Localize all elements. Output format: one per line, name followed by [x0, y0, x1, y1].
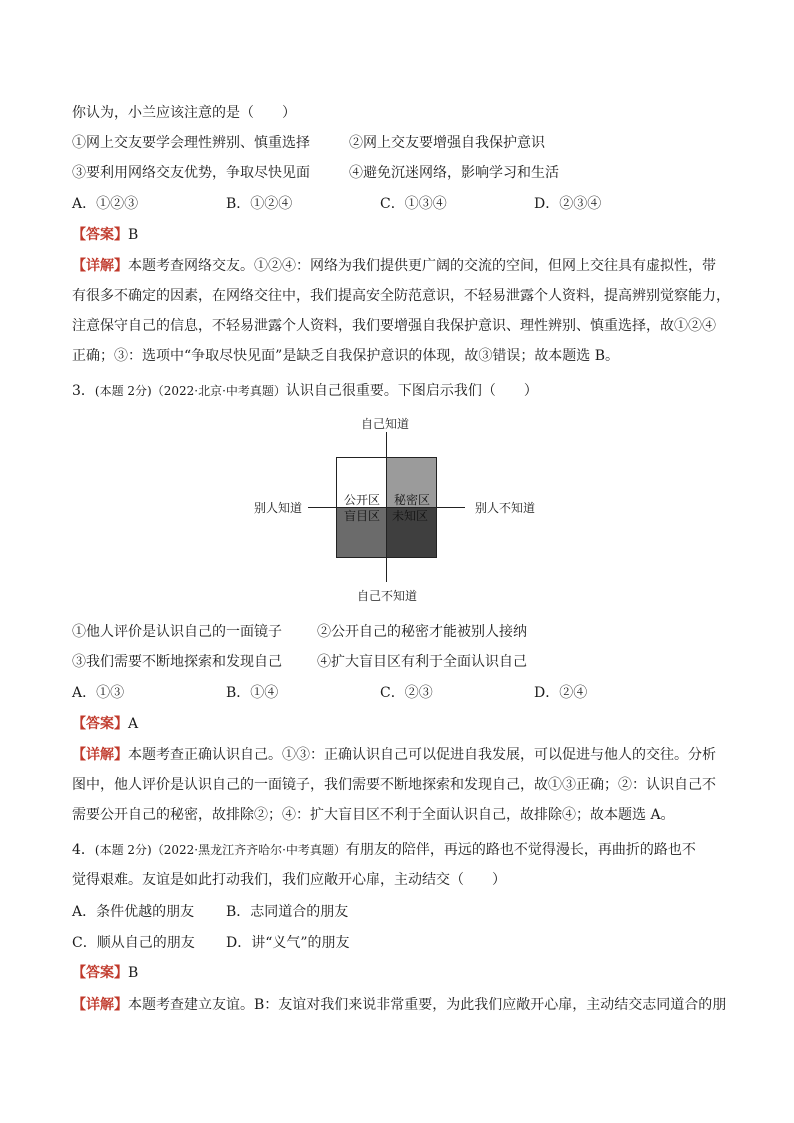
axis-label-top: 自己知道: [361, 417, 410, 431]
q3-heading: [72, 381, 538, 401]
detail-line: 有很多不确定的因素，在网络交往中，我们提高安全防范意识，不轻易泄露个人资料，提高辨别觉察能力，: [72, 288, 730, 304]
q4-heading: [72, 840, 696, 860]
detail-line: 需要公开自己的秘密，故排除②；④：扩大盲目区不利于全面认识自己，故排除④；故本题选 A。: [72, 807, 675, 823]
question-number: 3．: [72, 383, 95, 399]
q3-option-2: ②公开自己的秘密才能被别人接纳: [317, 624, 527, 640]
q2-option-4: ④避免沉迷网络，影响学习和生活: [349, 165, 559, 181]
axis-label-left: 别人知道: [254, 501, 303, 515]
detail-line: 正确；③：选项中“争取尽快见面”是缺乏自我保护意识的体现，故③错误；故本题选 B。: [72, 348, 620, 364]
question-stem: 有朋友的陪伴，再远的路也不觉得漫长，再曲折的路也不: [345, 842, 696, 858]
q3-choice-a: A．①③: [72, 685, 125, 701]
answer-value: A: [128, 716, 139, 732]
q3-choice-b: B．①④: [226, 685, 279, 701]
detail-line: 本题考查正确认识自己。①③：正确认识自己可以促进自我发展，可以促进与他人的交往。分析: [128, 747, 716, 763]
q4-choice-a: A．条件优越的朋友: [72, 904, 195, 920]
detail-line: 图中，他人评价是认识自己的一面镜子，我们需要不断地探索和发现自己，故①③正确；②：认识自己不: [72, 777, 716, 793]
q4-stem-line-2: 觉得艰难。友谊是如此打动我们，我们应敞开心扉，主动结交（ ）: [72, 872, 506, 888]
q4-detail: [72, 995, 726, 1015]
detail-tag: 【详解】: [72, 258, 128, 274]
question-score: (本题 2分): [94, 843, 152, 857]
q4-answer: [72, 963, 138, 983]
axis-label-bottom: 自己不知道: [357, 589, 418, 603]
q2-choice-a: A．①②③: [72, 196, 139, 212]
q3-choice-c: C．②③: [380, 685, 433, 701]
detail-line: 本题考查建立友谊。B：友谊对我们来说非常重要，为此我们应敞开心扉，主动结交志同道合的朋: [128, 997, 727, 1013]
answer-tag: 【答案】: [72, 716, 128, 732]
q3-choice-d: D．②④: [534, 685, 588, 701]
answer-tag: 【答案】: [72, 965, 128, 981]
question-stem: 认识自己很重要。下图启示我们（ ）: [285, 383, 538, 399]
question-source: （2022·北京·中考真题）: [151, 384, 286, 398]
q2-option-3: ③要利用网络交友优势，争取尽快见面: [72, 165, 310, 181]
question-number: 4．: [72, 842, 95, 858]
label-blind: 盲目区: [344, 509, 381, 523]
q3-option-3: ③我们需要不断地探索和发现自己: [72, 654, 282, 670]
question-score: (本题 2分): [94, 384, 152, 398]
answer-value: B: [128, 965, 139, 981]
q3-option-4: ④扩大盲目区有利于全面认识自己: [317, 654, 527, 670]
q2-choice-d: D．②③④: [534, 196, 602, 212]
q2-stem: 你认为，小兰应该注意的是（ ）: [72, 105, 296, 121]
q2-option-1: ①网上交友要学会理性辨别、慎重选择: [72, 135, 310, 151]
detail-line: 本题考查网络交友。①②④：网络为我们提供更广阔的交流的空间，但网上交往具有虚拟性，带: [128, 258, 716, 274]
label-open: 公开区: [344, 493, 381, 507]
horizontal-axis-overlay: [308, 507, 465, 508]
q4-choice-c: C．顺从自己的朋友: [72, 935, 195, 951]
answer-value: B: [128, 227, 139, 243]
q2-option-2: ②网上交友要增强自我保护意识: [349, 135, 545, 151]
question-source: （2022·黑龙江齐齐哈尔·中考真题）: [151, 843, 346, 857]
q4-choice-b: B．志同道合的朋友: [226, 904, 349, 920]
detail-line: 注意保守自己的信息，不轻易泄露个人资料，我们要增强自我保护意识、理性辨别、慎重选择，故①②④: [72, 318, 716, 334]
label-unknown: 未知区: [392, 509, 429, 523]
q2-choice-b: B．①②④: [226, 196, 293, 212]
label-secret: 秘密区: [394, 493, 431, 507]
q2-answer: [72, 225, 138, 245]
axis-label-right: 别人不知道: [475, 501, 536, 515]
detail-tag: 【详解】: [72, 997, 128, 1013]
q3-answer: [72, 714, 138, 734]
q3-detail: [72, 740, 732, 830]
q2-detail: [72, 251, 732, 371]
q4-choice-d: D．讲“义气”的朋友: [226, 935, 350, 951]
q3-option-1: ①他人评价是认识自己的一面镜子: [72, 624, 282, 640]
detail-tag: 【详解】: [72, 747, 128, 763]
q2-choice-c: C．①③④: [380, 196, 447, 212]
answer-tag: 【答案】: [72, 227, 128, 243]
